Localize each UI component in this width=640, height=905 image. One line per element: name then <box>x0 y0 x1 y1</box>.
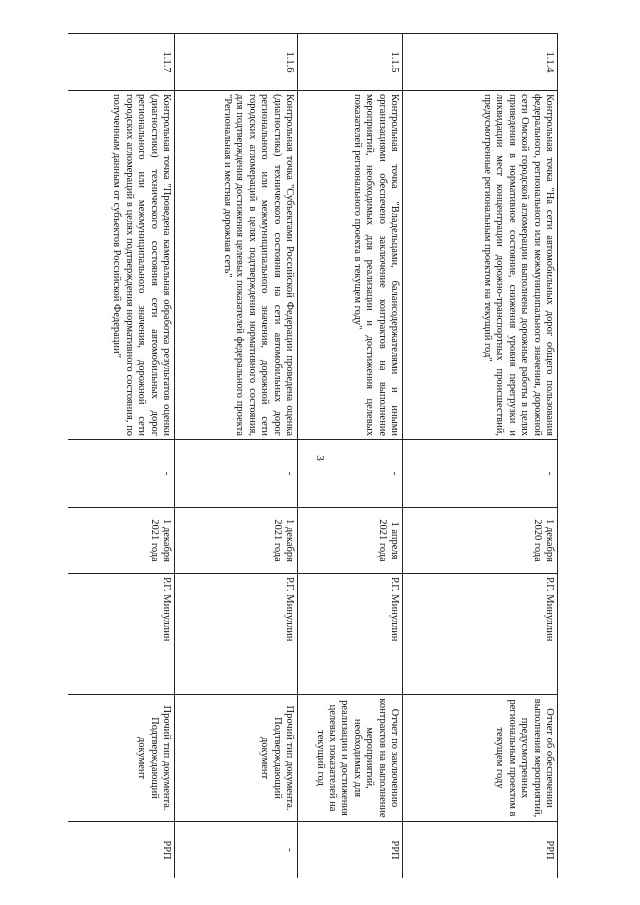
responsible-person: Р.Г. Минуллин <box>403 574 558 695</box>
row-number: 1.1.6 <box>175 34 298 91</box>
control-level: РРП <box>68 822 175 879</box>
control-point-name: Контрольная точка "Субъектами Российской Федерации проведена оценка (диагностика) технического состояния на сети автомобильных дорог регионального или межмуниципального значения, дорожной сети городских агломераций в целях подтверждения нормативного состояния, для подтверждения достижения целевых показателей федерального проекта "Региональная и местная дорожная сеть" <box>175 91 298 440</box>
control-level: - <box>175 822 298 879</box>
control-point-name: Контрольная точка "На сети автомобильных дорог общего пользования федерального, регионального или межмуниципального значения, дорожной сети Омской городской агломерации выполнены дорожные работы в целях приведения в нормативное состояние, снижения уровня перегрузки и ликвидации мест концентрации дорожно-транспортных происшествий, предусмотренные региональным проектом на текущий год" <box>403 91 558 440</box>
end-date: 1 апреля 2021 года <box>298 508 403 574</box>
result-document: Прочий тип документа. Подтверждающий документ <box>68 695 175 822</box>
start-date: - <box>68 440 175 508</box>
control-points-table <box>68 33 558 878</box>
control-point-name: Контрольная точка "Проведена камеральная обработка результатов оценки (диагностики) технического состояния сети автомобильных дорог регионального или межмуниципального значения, дорожной сети городских агломераций в целях подтверждения нормативного состояния, по полученным данным от субъектов Российской Федерации" <box>68 91 175 440</box>
control-level: РРП <box>298 822 403 879</box>
end-date: 1 декабря 2021 года <box>175 508 298 574</box>
responsible-person: Р.Г. Минуллин <box>175 574 298 695</box>
table-row <box>175 34 298 879</box>
rotated-table-container <box>68 33 558 878</box>
result-document: Прочий тип документа. Подтверждающий документ <box>175 695 298 822</box>
row-number: 1.1.5 <box>298 34 403 91</box>
start-date: - <box>175 440 298 508</box>
table-row <box>403 34 558 879</box>
result-document: Отчет по заключению контрактов на выполнение мероприятий, необходимых для реализации и достижения целевых показателей на текущий год <box>298 695 403 822</box>
start-date: - <box>403 440 558 508</box>
table-row <box>68 34 175 879</box>
end-date: 1 декабря 2021 года <box>68 508 175 574</box>
responsible-person: Р.Г. Минуллин <box>68 574 175 695</box>
end-date: 1 декабря 2020 года <box>403 508 558 574</box>
responsible-person: Р.Г. Минуллин <box>298 574 403 695</box>
start-date: - <box>298 440 403 508</box>
control-level: РРП <box>403 822 558 879</box>
rotated-table-frame <box>68 33 558 878</box>
row-number: 1.1.4 <box>403 34 558 91</box>
table-row <box>298 34 403 879</box>
page-number: 3 <box>314 455 326 461</box>
result-document: Отчет об обеспечении выполнения мероприятий, предусмотренных региональным проектом в текущем году <box>403 695 558 822</box>
control-point-name: Контрольная точка "Владельцами, балансодержателями и иными организациями обеспечено заключение контрактов на выполнение мероприятий, необходимых для реализации и достижения целевых показателей регионального проекта в текущем году" <box>298 91 403 440</box>
row-number: 1.1.7 <box>68 34 175 91</box>
